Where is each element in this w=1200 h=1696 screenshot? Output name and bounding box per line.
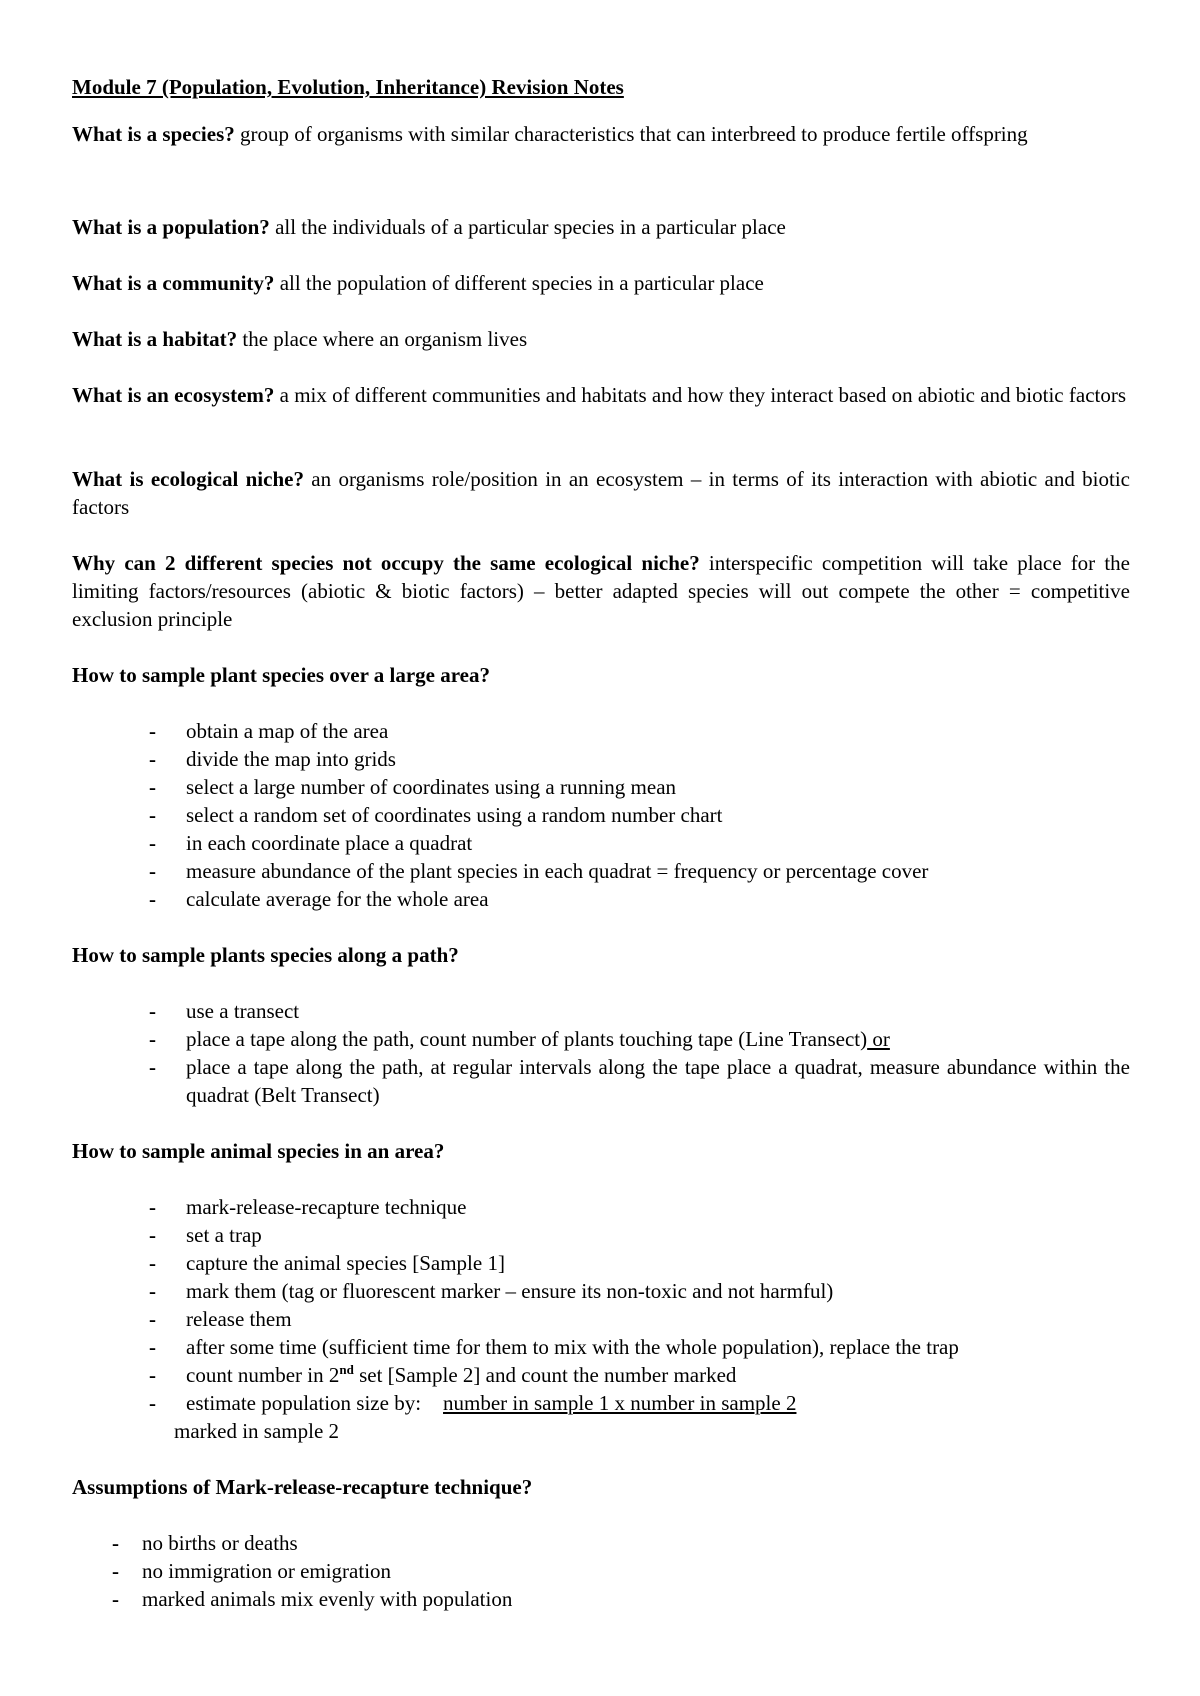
list-item: - after some time (sufficient time for them to mix with the whole population), replace the trap (149, 1333, 1130, 1361)
or-text: or (867, 1027, 890, 1051)
definition-answer: group of organisms with similar characteristics that can interbreed to produce fertile offspring (240, 122, 1028, 146)
definition-question: What is ecological niche? (72, 467, 304, 491)
definition-habitat (72, 325, 1130, 353)
definition-answer: all the population of different species in a particular place (279, 271, 764, 295)
assumptions-list (112, 1529, 1112, 1613)
formula-denominator: marked in sample 2 (174, 1419, 340, 1443)
document-title: Module 7 (Population, Evolution, Inheritance) Revision Notes (72, 75, 624, 99)
list-item: - marked animals mix evenly with population (112, 1585, 1112, 1613)
count-text-rest: set [Sample 2] and count the number marked (353, 1363, 737, 1387)
animal-list (149, 1193, 1130, 1417)
count-text: count number in 2 (186, 1363, 340, 1387)
list-item: - mark-release-recapture technique (149, 1193, 1130, 1221)
definition-question: What is a habitat? (72, 327, 238, 351)
definition-question: What is an ecosystem? (72, 383, 275, 407)
definition-question: Why can 2 different species not occupy the same ecological niche? (72, 551, 700, 575)
list-item: - release them (149, 1305, 1130, 1333)
list-item: - divide the map into grids (149, 745, 1130, 773)
list-item: - no immigration or emigration (112, 1557, 1112, 1585)
list-item (149, 1025, 1130, 1053)
list-item: - measure abundance of the plant species in each quadrat = frequency or percentage cover (149, 857, 1130, 885)
definition-ecological-niche (72, 465, 1130, 521)
definition-question: What is a population? (72, 215, 270, 239)
list-item: - use a transect (149, 997, 1130, 1025)
definition-ecosystem (72, 381, 1130, 409)
list-item: - select a random set of coordinates using a random number chart (149, 801, 1130, 829)
superscript-nd: nd (339, 1362, 354, 1377)
list-item (149, 1361, 1130, 1389)
formula-numerator: number in sample 1 x number in sample 2 (443, 1391, 797, 1415)
definition-answer: a mix of different communities and habitats and how they interact based on abiotic and biotic factors (279, 383, 1127, 407)
list-item: - mark them (tag or fluorescent marker – ensure its non-toxic and not harmful) (149, 1277, 1130, 1305)
list-item: - obtain a map of the area (149, 717, 1130, 745)
definition-exclusion-principle (72, 549, 1130, 633)
definition-species (72, 120, 1130, 148)
definition-answer: an organisms role/position in an ecosystem – in terms of its interaction with abiotic and biotic factors (72, 467, 1130, 519)
definition-question: What is a community? (72, 271, 275, 295)
path-list (149, 997, 1130, 1109)
list-item: - place a tape along the path, at regular intervals along the tape place a quadrat, measure abundance within the quadrat (Belt Transect) (149, 1053, 1130, 1109)
list-item: - capture the animal species [Sample 1] (149, 1249, 1130, 1277)
list-item-estimate (149, 1389, 1130, 1417)
large-area-heading: How to sample plant species over a large area? (72, 663, 491, 687)
definition-population (72, 213, 1130, 241)
list-item: - calculate average for the whole area (149, 885, 1130, 913)
assumptions-heading: Assumptions of Mark-release-recapture technique? (72, 1475, 533, 1499)
large-area-list (149, 717, 1130, 913)
estimate-label: estimate population size by: (186, 1391, 422, 1415)
list-item: - no births or deaths (112, 1529, 1112, 1557)
list-item: - in each coordinate place a quadrat (149, 829, 1130, 857)
animal-heading: How to sample animal species in an area? (72, 1139, 445, 1163)
definition-answer: the place where an organism lives (242, 327, 528, 351)
definition-community (72, 269, 1130, 297)
list-item: - set a trap (149, 1221, 1130, 1249)
definition-question: What is a species? (72, 122, 235, 146)
line-transect-text: place a tape along the path, count number of plants touching tape (Line Transect) (186, 1027, 868, 1051)
list-item: - select a large number of coordinates using a running mean (149, 773, 1130, 801)
path-heading: How to sample plants species along a path? (72, 943, 459, 967)
definition-answer: interspecific competition will take place for the limiting factors/resources (abiotic & biotic factors) – better adapted species will out compete the other = competitive exclusion principle (72, 551, 1130, 631)
definition-answer: all the individuals of a particular species in a particular place (275, 215, 786, 239)
